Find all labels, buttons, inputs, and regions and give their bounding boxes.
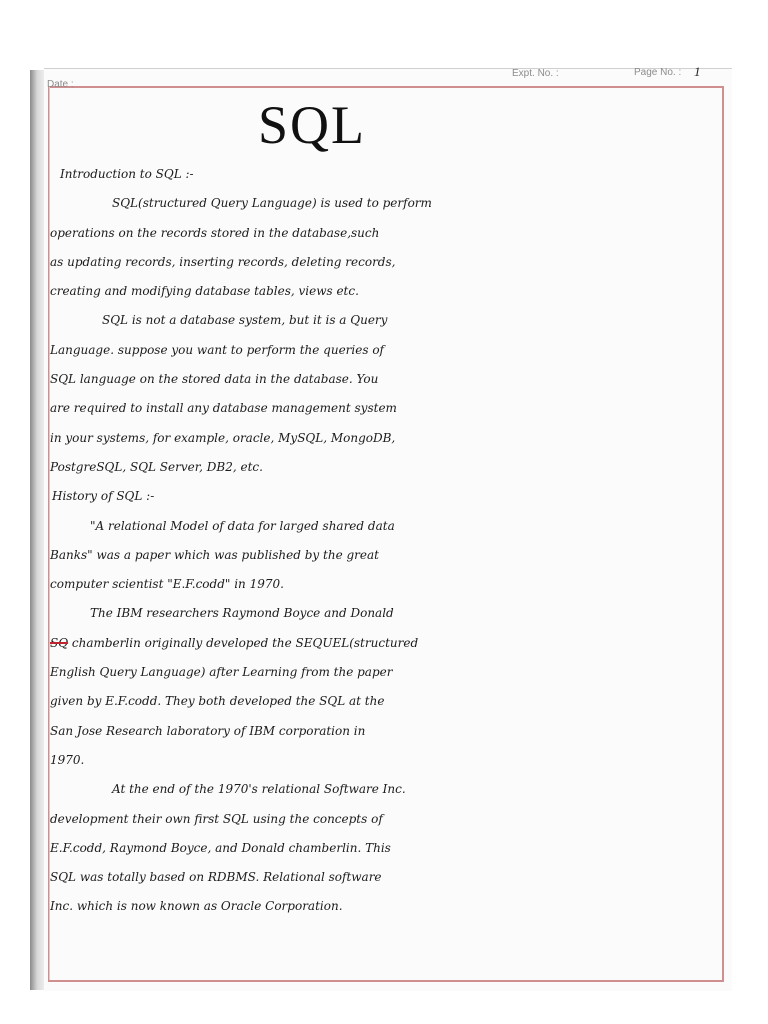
history-heading: History of SQL :- [52, 489, 155, 504]
text-line: are required to install any database management system [50, 401, 397, 416]
text-line: English Query Language) after Learning from the paper [50, 665, 393, 680]
text-line: PostgreSQL, SQL Server, DB2, etc. [50, 459, 263, 474]
handwritten-notes [50, 160, 725, 922]
text-line-with-correction [50, 629, 725, 658]
struck-word: SQ [50, 635, 69, 650]
text-line: SQL(structured Query Language) is used to perform [112, 196, 432, 211]
text-line: Language. suppose you want to perform the queries of [50, 342, 384, 357]
page-no-label: Page No. : [634, 67, 682, 78]
page-number: 1 [694, 64, 701, 79]
text-line: 1970. [50, 752, 85, 767]
text-line: chamberlin originally developed the SEQUEL(structured [71, 635, 419, 650]
text-line: SQL language on the stored data in the database. You [50, 372, 379, 387]
text-line: Banks" was a paper which was published by the great [50, 547, 379, 562]
text-line: Inc. which is now known as Oracle Corporation. [50, 899, 343, 914]
date-label: Date : [47, 79, 74, 90]
intro-heading: Introduction to SQL :- [60, 167, 194, 181]
text-line: "A relational Model of data for larged shared data [90, 518, 395, 533]
text-line: computer scientist "E.F.codd" in 1970. [50, 577, 284, 592]
text-line: San Jose Research laboratory of IBM corporation in [50, 723, 366, 738]
text-line: E.F.codd, Raymond Boyce, and Donald chamberlin. This [50, 840, 391, 855]
text-line: SQL is not a database system, but it is a Query [102, 313, 388, 328]
text-line: creating and modifying database tables, views etc. [50, 284, 359, 299]
text-line: development their own first SQL using the concepts of [50, 811, 383, 826]
text-line: At the end of the 1970's relational Software Inc. [112, 782, 406, 797]
text-line: The IBM researchers Raymond Boyce and Donald [90, 606, 394, 621]
text-line: in your systems, for example, oracle, MySQL, MongoDB, [50, 430, 396, 445]
text-line: given by E.F.codd. They both developed the SQL at the [50, 694, 385, 709]
expt-no-label: Expt. No. : [512, 68, 559, 79]
text-line: SQL was totally based on RDBMS. Relational software [50, 870, 382, 885]
page-title: SQL [258, 95, 367, 155]
text-line: as updating records, inserting records, deleting records, [50, 254, 396, 269]
text-line: operations on the records stored in the database,such [50, 225, 380, 240]
